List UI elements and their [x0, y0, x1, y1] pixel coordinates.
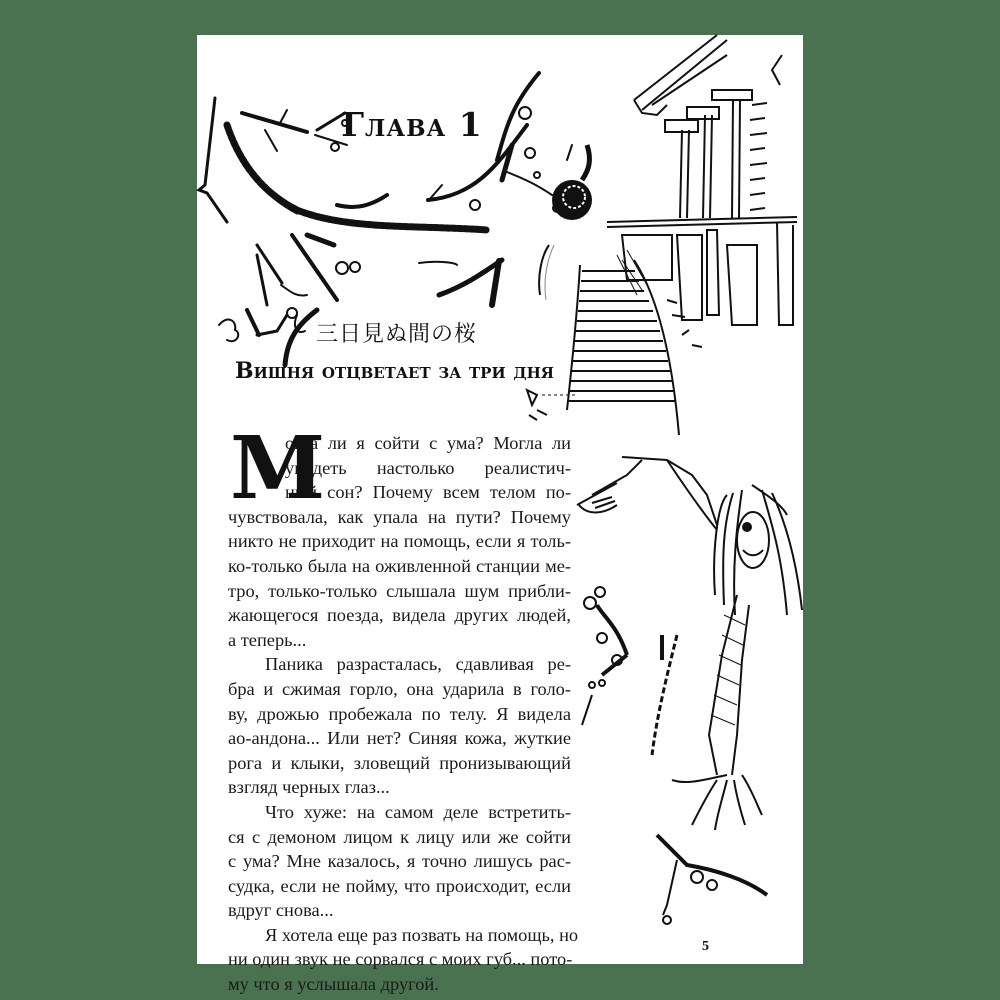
text-line: Паника разрасталась, сдавливая ре-: [265, 654, 571, 675]
text-line: ни один звук не сорвался с моих губ... пото-: [228, 949, 573, 970]
ball-illustration: [539, 145, 592, 300]
text-line: Что хуже: на самом деле встретить-: [265, 801, 571, 822]
text-line: а теперь...: [228, 629, 307, 650]
drop-cap: М: [230, 418, 326, 519]
japanese-title: 三日見ぬ間の桜: [316, 322, 478, 347]
railway-tracks-illustration: [527, 260, 702, 435]
text-line: ко-только была на оживленной станции ме-: [228, 555, 571, 576]
yokai-figure-illustration: [577, 457, 802, 924]
body-text: [228, 418, 579, 997]
text-line: вдруг снова...: [228, 900, 334, 921]
text-line: му что я услышала другой.: [228, 974, 439, 995]
text-line: увидеть настолько реалистич-: [285, 457, 571, 478]
text-line: чувствовала, как упала на пути? Почему: [228, 506, 571, 527]
text-line: огла ли я сойти с ума? Могла ли: [285, 433, 571, 453]
text-line: Я хотела еще раз позвать на помощь, но: [265, 924, 579, 945]
text-line: судка, если не пойму, что происходит, если: [228, 875, 571, 896]
text-line: с ума? Мне казалось, я точно лишусь рас-: [228, 851, 571, 872]
text-line: рога и клыки, зловещий пронизывающий: [228, 752, 571, 773]
text-line: ао-андона... Или нет? Синяя кожа, жуткие: [228, 728, 571, 749]
book-page: [197, 35, 803, 995]
page-number: 5: [702, 939, 709, 954]
paragraph-4: [228, 923, 579, 997]
paragraph-2: [228, 652, 571, 800]
text-line: взгляд черных глаз...: [228, 777, 390, 798]
text-line: никто не приходит на помощь, если я толь-: [228, 531, 571, 552]
text-line: ся с демоном лицом к лицу или же сойти: [228, 826, 571, 847]
chapter-title: Глава 1: [341, 105, 483, 144]
text-line: ный сон? Почему всем телом по-: [285, 482, 571, 503]
text-line: ву, дрожью пробежала по телу. Я видела: [228, 703, 571, 724]
text-line: бра и сжимая горло, она ударила в голо-: [228, 678, 571, 699]
text-line: тро, только-только слышала шум прибли-: [228, 580, 571, 601]
paragraph-3: [228, 800, 571, 923]
text-line: жающегося поезда, видела других людей,: [228, 605, 571, 626]
chapter-subtitle: Вишня отцветает за три дня: [235, 358, 555, 384]
